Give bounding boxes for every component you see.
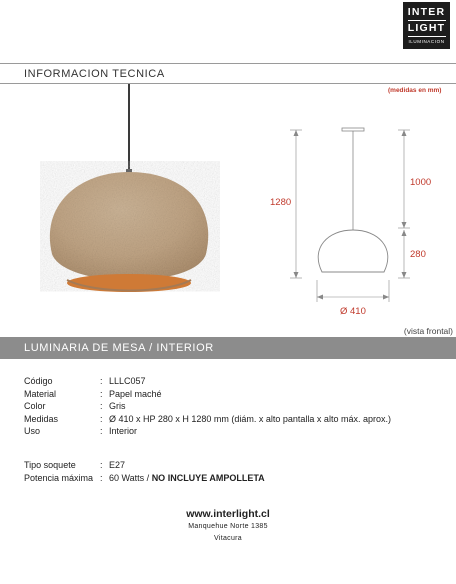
product-type-band [0, 337, 456, 359]
spec-sep: : [100, 460, 103, 470]
spec-value: LLLC057 [109, 376, 146, 386]
footer-city: Vitacura [214, 535, 242, 542]
ceiling-canopy [342, 128, 364, 131]
product-photo [40, 84, 220, 299]
dimension-drawing [280, 120, 430, 320]
spec-label: Potencia máxima [24, 472, 94, 483]
logo-divider [408, 36, 446, 37]
spec-row [24, 413, 391, 426]
units-note: (medidas en mm) [388, 87, 442, 94]
dim-cable-length: 1000 [410, 177, 432, 188]
spec-value: Gris [109, 401, 126, 411]
spec-row [24, 425, 391, 438]
spec-row [24, 375, 391, 388]
product-type-title: LUMINARIA DE MESA / INTERIOR [24, 342, 214, 354]
brand-logo [403, 2, 450, 49]
logo-line-3: ILUMINACION [408, 39, 445, 44]
power-value: 60 Watts / [109, 472, 152, 483]
spec-row [24, 388, 391, 401]
section-rule-top [0, 63, 456, 64]
view-caption: (vista frontal) [403, 326, 453, 336]
spec-value: Interior [109, 426, 138, 436]
spec-label: Tipo soquete [24, 460, 76, 470]
spec-list [24, 375, 391, 438]
drawing-shade [318, 230, 388, 272]
spec-row [24, 400, 391, 413]
spec-sep: : [100, 388, 103, 399]
logo-divider [408, 20, 446, 21]
spec-sep: : [100, 472, 103, 483]
spec-value: Papel maché [109, 388, 162, 399]
spec-label: Uso [24, 426, 41, 436]
power-warning: NO INCLUYE AMPOLLETA [151, 472, 265, 483]
spec-list-electrical [24, 459, 265, 484]
shade-inner-glow [67, 274, 191, 292]
footer-address: Manquehue Norte 1385 [188, 523, 268, 530]
logo-line-1: INTER [407, 6, 446, 18]
spec-label: Código [24, 376, 53, 386]
spec-label: Color [24, 401, 46, 411]
website-link[interactable]: www.interlight.cl [186, 508, 270, 520]
spec-row-power [24, 472, 265, 485]
spec-value: E27 [109, 460, 126, 470]
dim-diameter: Ø 410 [340, 306, 366, 317]
spec-row-socket [24, 459, 265, 472]
logo-line-2: LIGHT [407, 22, 446, 34]
spec-sep: : [100, 401, 103, 411]
spec-label: Medidas [24, 413, 59, 424]
spec-value: Ø 410 x HP 280 x H 1280 mm (diám. x alto pantalla x alto máx. aprox.) [109, 413, 391, 424]
shade-texture [50, 172, 208, 280]
spec-sep: : [100, 376, 103, 386]
spec-sep: : [100, 413, 103, 424]
spec-value [109, 472, 265, 485]
section-title: INFORMACION TECNICA [24, 68, 165, 80]
dim-shade-height: 280 [410, 249, 426, 260]
dim-total-height: 1280 [270, 197, 292, 208]
spec-sep: : [100, 426, 103, 436]
spec-label: Material [24, 388, 57, 399]
